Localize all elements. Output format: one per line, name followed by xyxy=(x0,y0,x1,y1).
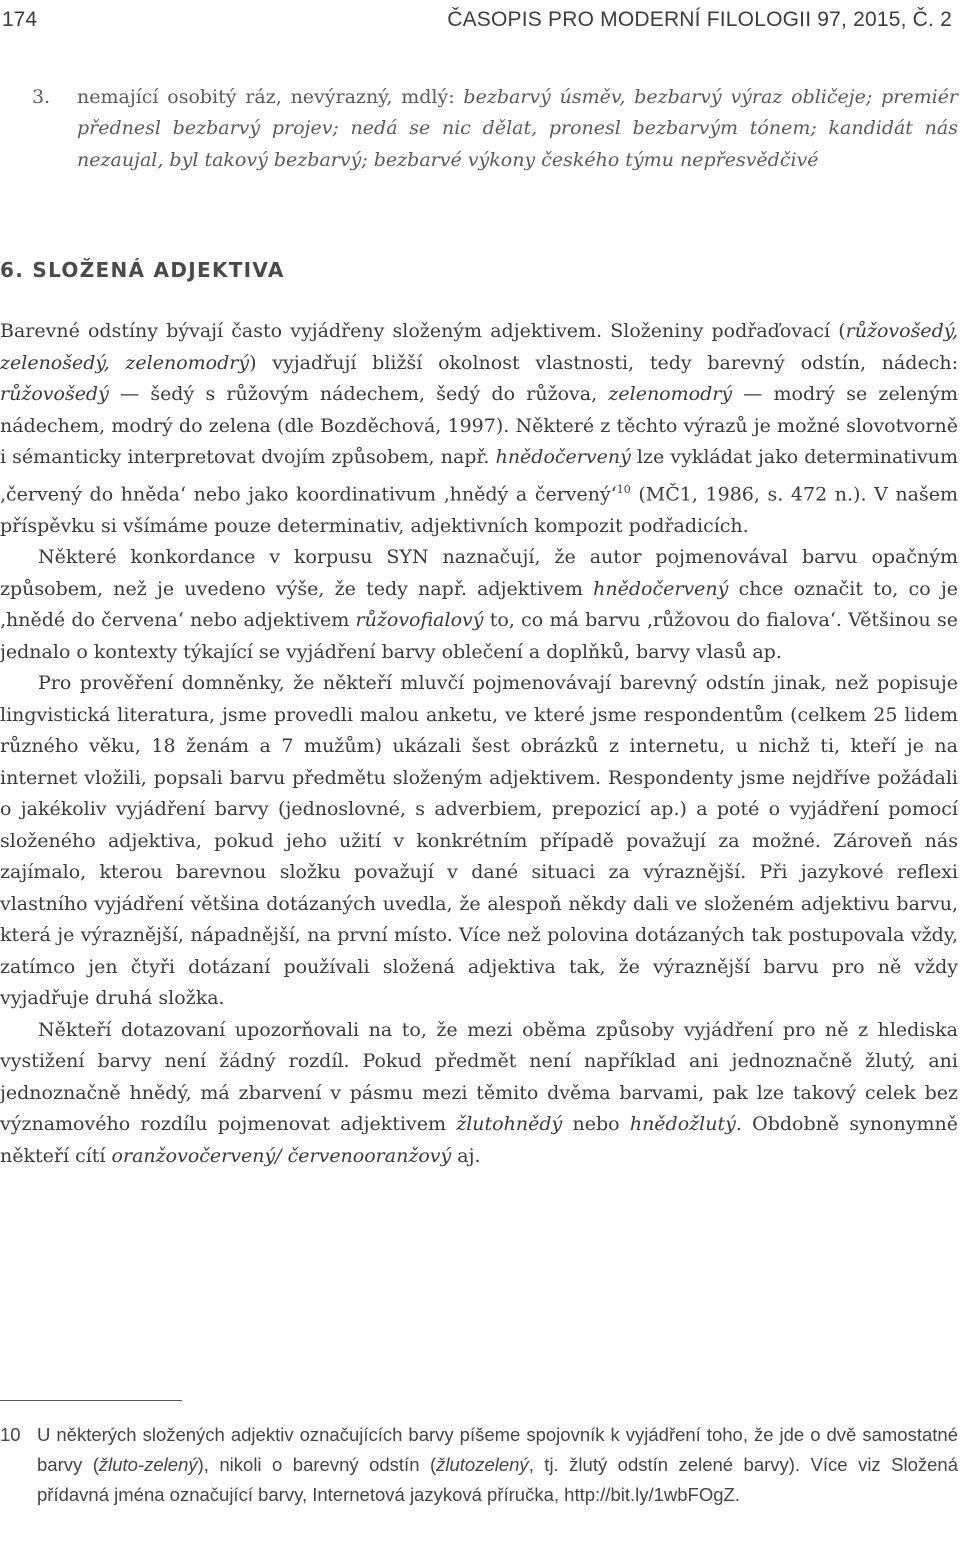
italic-run: hnědožlutý xyxy=(629,1113,736,1136)
text-run: nebo xyxy=(562,1113,630,1136)
footnote-ref[interactable]: 10 xyxy=(616,482,631,496)
text-run: — modrý se zeleným nádechem, modrý do zelena (dle Bozděchová, 1997). Některé z těchto výrazů je možné slovotvorně i sémanticky interpretovat dvojím způsobem, např. xyxy=(0,383,958,469)
text-run: to, co má barvu ‚růžovou do fialova‘. Většinou se jednalo o kontexty týkající se vyjádření barvy oblečení a doplňků, barvy vlasů ap. xyxy=(0,609,958,663)
paragraph-2 xyxy=(0,542,958,668)
italic-run: hnědočervený xyxy=(593,577,729,600)
paragraph-1 xyxy=(0,316,958,542)
definition-examples: bezbarvý úsměv, bezbarvý výraz obličeje; premiér přednesl bezbarvý projev; nedá se nic dělat, pronesl bezbarvým tónem; kandidát nás nezaujal, byl takový bezbarvý; bezbarvé výkony českého týmu nepřesvědčivé xyxy=(77,86,959,171)
footnote-number: 10 xyxy=(0,1424,21,1445)
running-header xyxy=(0,4,960,40)
text-run: . Obdobně synonymně někteří cítí xyxy=(0,1113,958,1167)
italic-run: růžovofialový xyxy=(355,609,484,632)
text-run: ) vyjadřují bližší okolnost vlastnosti, tedy barevný odstín, nádech: xyxy=(249,351,958,374)
text-run: aj. xyxy=(451,1144,481,1167)
paragraph-3: Pro prověření domněnky, že někteří mluvčí pojmenovávají barevný odstín jinak, než popisuje lingvistická literatura, jsme provedli malou anketu, ve které jsme respondentům (celkem 25 lidem různého věku, 18 ženám a 7 mužům) ukázali šest obrázků z internetu, u nichž ti, kteří je na internet vložili, popsali barvu předmětu složeným adjektivem. Respondenty jsme nejdříve požádali o jakékoliv vyjádření barvy (jednoslovné, s adverbiem, prepozicí ap.) a poté o vyjádření pomocí složeného adjektiva, pokud jeho užití v konkrétním případě považují za možné. Zároveň nás zajímalo, kterou barevnou složku považují v dané situaci za výraznější. Při jazykové reflexi vlastního vyjádření většina dotázaných uvedla, že alespoň někdy dali ve složeném adjektivu barvu, která je výraznější, nápadnější, na první místo. Více než polovina dotázaných tak postupovala vždy, zatímco jen čtyři dotázaní používali složená adjektiva tak, že výraznější barvu pro ně vždy vyjadřuje druhá složka. xyxy=(0,672,958,1010)
italic-run: žluto-zelený xyxy=(98,1454,198,1475)
italic-run: oranžovočervený/ červenooranžový xyxy=(111,1144,452,1167)
text-run: Některé konkordance v korpusu SYN naznačují, že autor pojmenovával barvu opačným způsobem, než je uvedeno výše, že tedy např. adjektivem xyxy=(0,546,958,600)
paragraph-4 xyxy=(0,1015,958,1173)
text-run: Někteří dotazovaní upozorňovali na to, že mezi oběma způsoby vyjádření pro ně z hlediska vystižení barvy není žádný rozdíl. Pokud předmět není například ani jednoznačně žlutý, ani jednoznačně hnědý, má zbarvení v pásmu mezi těmito dvěma barvami, pak lze takový celek bez významového rozdílu pojmenovat adjektivem xyxy=(0,1018,958,1136)
footnote-10 xyxy=(0,1420,958,1510)
main-content xyxy=(0,82,958,1172)
italic-run: hnědočervený xyxy=(495,446,631,469)
text-run: chce označit to, co je ‚hnědé do červena‘ nebo adjektivem xyxy=(0,577,958,632)
italic-run: růžovošedý, zelenošedý, zelenomodrý xyxy=(0,320,958,374)
page-number: 174 xyxy=(2,8,38,31)
definition-text: nemající osobitý ráz, nevýrazný, mdlý: xyxy=(77,86,464,108)
text-run: lze vykládat jako determinativum ‚červený do hněda‘ nebo jako koordinativum ‚hnědý a červený‘ xyxy=(0,446,958,506)
footnote-divider xyxy=(0,1400,182,1401)
italic-run: zelenomodrý xyxy=(608,383,733,406)
section-heading: 6. SLOŽENÁ ADJEKTIVA xyxy=(0,258,285,283)
italic-run: růžovošedý xyxy=(0,383,109,406)
text-run: — šedý s růžovým nádechem, šedý do růžova, xyxy=(108,383,609,406)
text-run: , tj. žlutý odstín zelené barvy). Více viz Složená přídavná jména označující barvy, Internetová jazyková příručka, http://bit.ly/1wbFOgZ. xyxy=(37,1454,959,1505)
journal-title: ČASOPIS PRO MODERNÍ FILOLOGII 97, 2015, Č. 2 xyxy=(447,8,952,31)
footnote-text xyxy=(37,1420,958,1510)
text-run: Barevné odstíny bývají často vyjádřeny složeným adjektivem. Složeniny podřaďovací ( xyxy=(0,320,846,343)
text-run: (MČ1, 1986, s. 472 n.). V našem příspěvku si všímáme pouze determinativ, adjektivních kompozit podřadicích. xyxy=(0,483,958,537)
text-run: ), nikoli o barevný odstín ( xyxy=(197,1454,437,1475)
italic-run: žlutozelený xyxy=(436,1454,529,1475)
italic-run: žlutohnědý xyxy=(456,1113,563,1136)
definition-item-3 xyxy=(0,82,958,176)
text-run: U některých složených adjektiv označujících barvy píšeme spojovník k vyjádření toho, že jde o dvě samostatné barvy ( xyxy=(37,1424,958,1475)
item-number: 3. xyxy=(32,86,51,108)
